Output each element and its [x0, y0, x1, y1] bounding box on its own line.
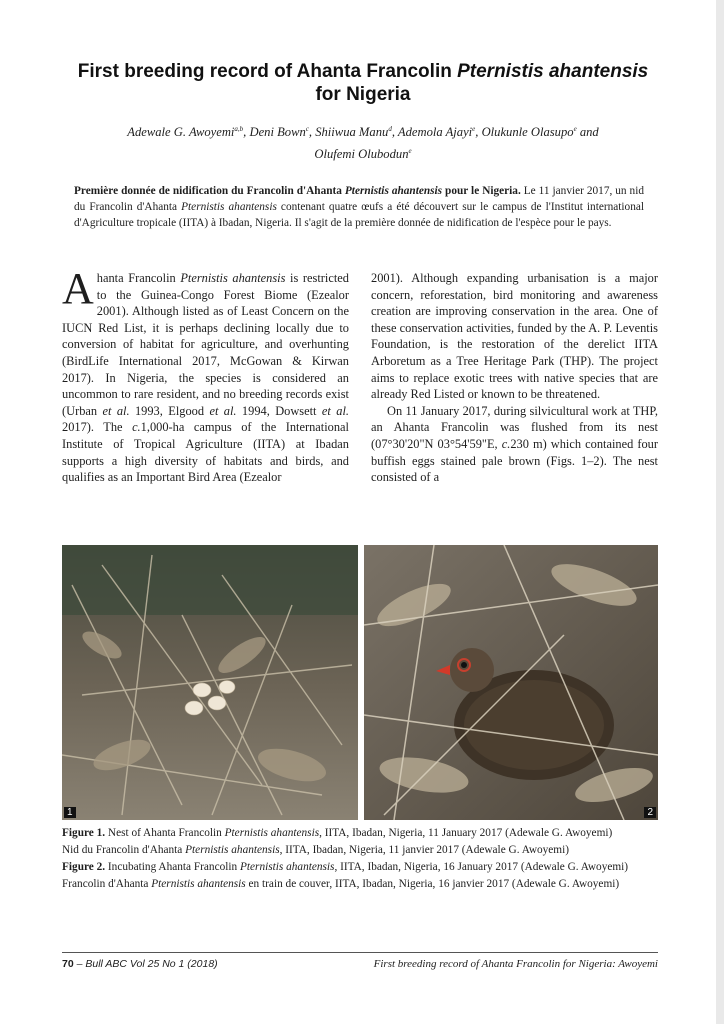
body-text-span: 230 m) which contained four buffish eggs stained pale brown (Figs. 1–2). The nest consisted of a [371, 436, 658, 485]
body-text-span: 1,000-ha campus of the International Institute of Tropical Agriculture (IITA) at Ibadan supports a high diversity of habitats and birds, and qualifies as an Important Bird Area (Ezealor [62, 420, 349, 485]
author-list [60, 120, 666, 164]
column-right [371, 270, 658, 516]
caption-species: Pternistis ahantensis [151, 878, 246, 890]
caption-text: , IITA, Ibadan, Nigeria, 16 January 2017 (Adewale G. Awoyemi) [334, 861, 629, 873]
summary-title-suffix: pour le Nigeria. [442, 185, 521, 197]
author-2: , Deni Bown [243, 125, 306, 140]
paragraph: 2001). Although expanding urbanisation is a major concern, reforestation, bird monitoring and awareness creation are improving conservation in the area. One of these conservation activities, funded by the A. P. Leventis Foundation, is the restoration of the derelict IITA Arboretum as a Tree Heritage Park (THP). The project aims to replace exotic trees with native species that are already Red Listed or known to be threatened. [371, 271, 658, 402]
body-text-span: On 11 January 2017, during silvicultural work at THP, an Ahanta Francolin was flushed from its nest (07°30'20"N 03°54'59"E, [371, 403, 658, 451]
caption-2-en [62, 860, 658, 875]
body-circa: c. [501, 436, 511, 451]
french-summary [74, 183, 644, 231]
author-4-affil: e [472, 125, 476, 133]
footer-divider [62, 952, 658, 953]
caption-text: , IITA, Ibadan, Nigeria, 11 January 2017 (Adewale G. Awoyemi) [319, 827, 613, 839]
body-text [62, 264, 658, 516]
title-line2: for Nigeria [315, 84, 411, 105]
caption-1-fr [62, 843, 658, 858]
author-3: , Shiiwua Manu [308, 125, 389, 140]
summary-text-2: contenant quatre œufs a été découvert sur le campus de l'Institut international d'Agriculture tropicale (IITA) à Ibadan, Nigeria. Il s'agit de la première donnée de nidification de l'espèce pour le pays. [74, 201, 645, 229]
page-number: 70 [62, 958, 74, 970]
body-text-span: 1993, Elgood [129, 403, 210, 418]
caption-text: en train de couver, IITA, Ibadan, Nigeria, 16 janvier 2017 (Adewale G. Awoyemi) [245, 878, 620, 890]
caption-species: Pternistis ahantensis [185, 844, 280, 856]
body-etal: et al. [102, 403, 130, 418]
body-circa: c. [132, 420, 141, 435]
article-title [50, 60, 676, 106]
journal-citation: – Bull ABC Vol 25 No 1 (2018) [73, 958, 218, 970]
caption-text: Nest of Ahanta Francolin [105, 827, 225, 839]
caption-text: Nid du Francolin d'Ahanta [62, 844, 186, 856]
body-text-span: hanta Francolin [96, 271, 181, 285]
figure-1-photo [62, 545, 358, 820]
column-left [62, 264, 349, 516]
author-5-affil: e [573, 125, 577, 133]
summary-title-prefix: Première donnée de nidification du Francolin d'Ahanta [74, 185, 345, 197]
caption-1-en [62, 826, 658, 841]
author-5: , Olukunle Olasupo [475, 125, 574, 140]
body-text-span: 2017). The [62, 420, 133, 435]
body-etal: et al. [209, 403, 237, 418]
figure-captions [62, 826, 658, 894]
summary-species: Pternistis ahantensis [181, 201, 277, 213]
summary-text-1: Le 11 janvier 2017, un nid du Francolin d'Ahanta [74, 185, 644, 213]
author-6: Olufemi Olubodun [314, 147, 409, 162]
author-and: and [576, 125, 599, 140]
caption-2-label: Figure 2. [62, 861, 106, 873]
drop-cap: A [62, 264, 94, 313]
caption-text: Incubating Ahanta Francolin [105, 861, 240, 873]
figure-2-number: 2 [644, 807, 656, 818]
author-3-affil: d [388, 125, 392, 133]
author-1-affil: a,b [234, 125, 244, 133]
caption-species: Pternistis ahantensis [224, 827, 320, 839]
figure-2-photo [364, 545, 658, 820]
page-edge [716, 0, 724, 1024]
summary-title-species: Pternistis ahantensis [344, 185, 443, 197]
body-species: Pternistis ahantensis [180, 271, 286, 285]
figure-1-number: 1 [64, 807, 76, 818]
body-text-span: 1994, Dowsett [236, 403, 322, 418]
body-etal: et al. [321, 403, 349, 418]
author-4: , Ademola Ajayi [391, 125, 473, 140]
author-6-affil: e [408, 147, 412, 156]
title-prefix: First breeding record of Ahanta Francolin [77, 61, 458, 82]
nest-photo-image [62, 545, 358, 820]
footer-journal [62, 958, 218, 970]
running-title: First breeding record of Ahanta Francolin for Nigeria: Awoyemi [373, 958, 658, 970]
body-text-span: is restricted to the Guinea-Congo Forest Biome (Ezealor 2001). Although listed as of Least Concern on the IUCN Red List, it is perhaps declining locally due to conversion of habitat for agriculture, and overhunting (BirdLife International 2017, McGowan & Kirwan 2017). In Nigeria, the species is considered an uncommon to rare resident, and no breeding records exist (Urban [62, 271, 349, 418]
caption-text: , IITA, Ibadan, Nigeria, 11 janvier 2017 (Adewale G. Awoyemi) [279, 844, 569, 856]
caption-text: Francolin d'Ahanta [62, 878, 152, 890]
caption-species: Pternistis ahantensis [240, 861, 335, 873]
bird-photo-image [364, 545, 658, 820]
title-species: Pternistis ahantensis [457, 61, 649, 82]
caption-2-fr [62, 877, 658, 892]
caption-1-label: Figure 1. [62, 827, 106, 839]
author-1: Adewale G. Awoyemi [127, 125, 235, 140]
summary-title [74, 185, 521, 197]
author-2-affil: c [305, 125, 309, 133]
paragraph [371, 403, 658, 486]
